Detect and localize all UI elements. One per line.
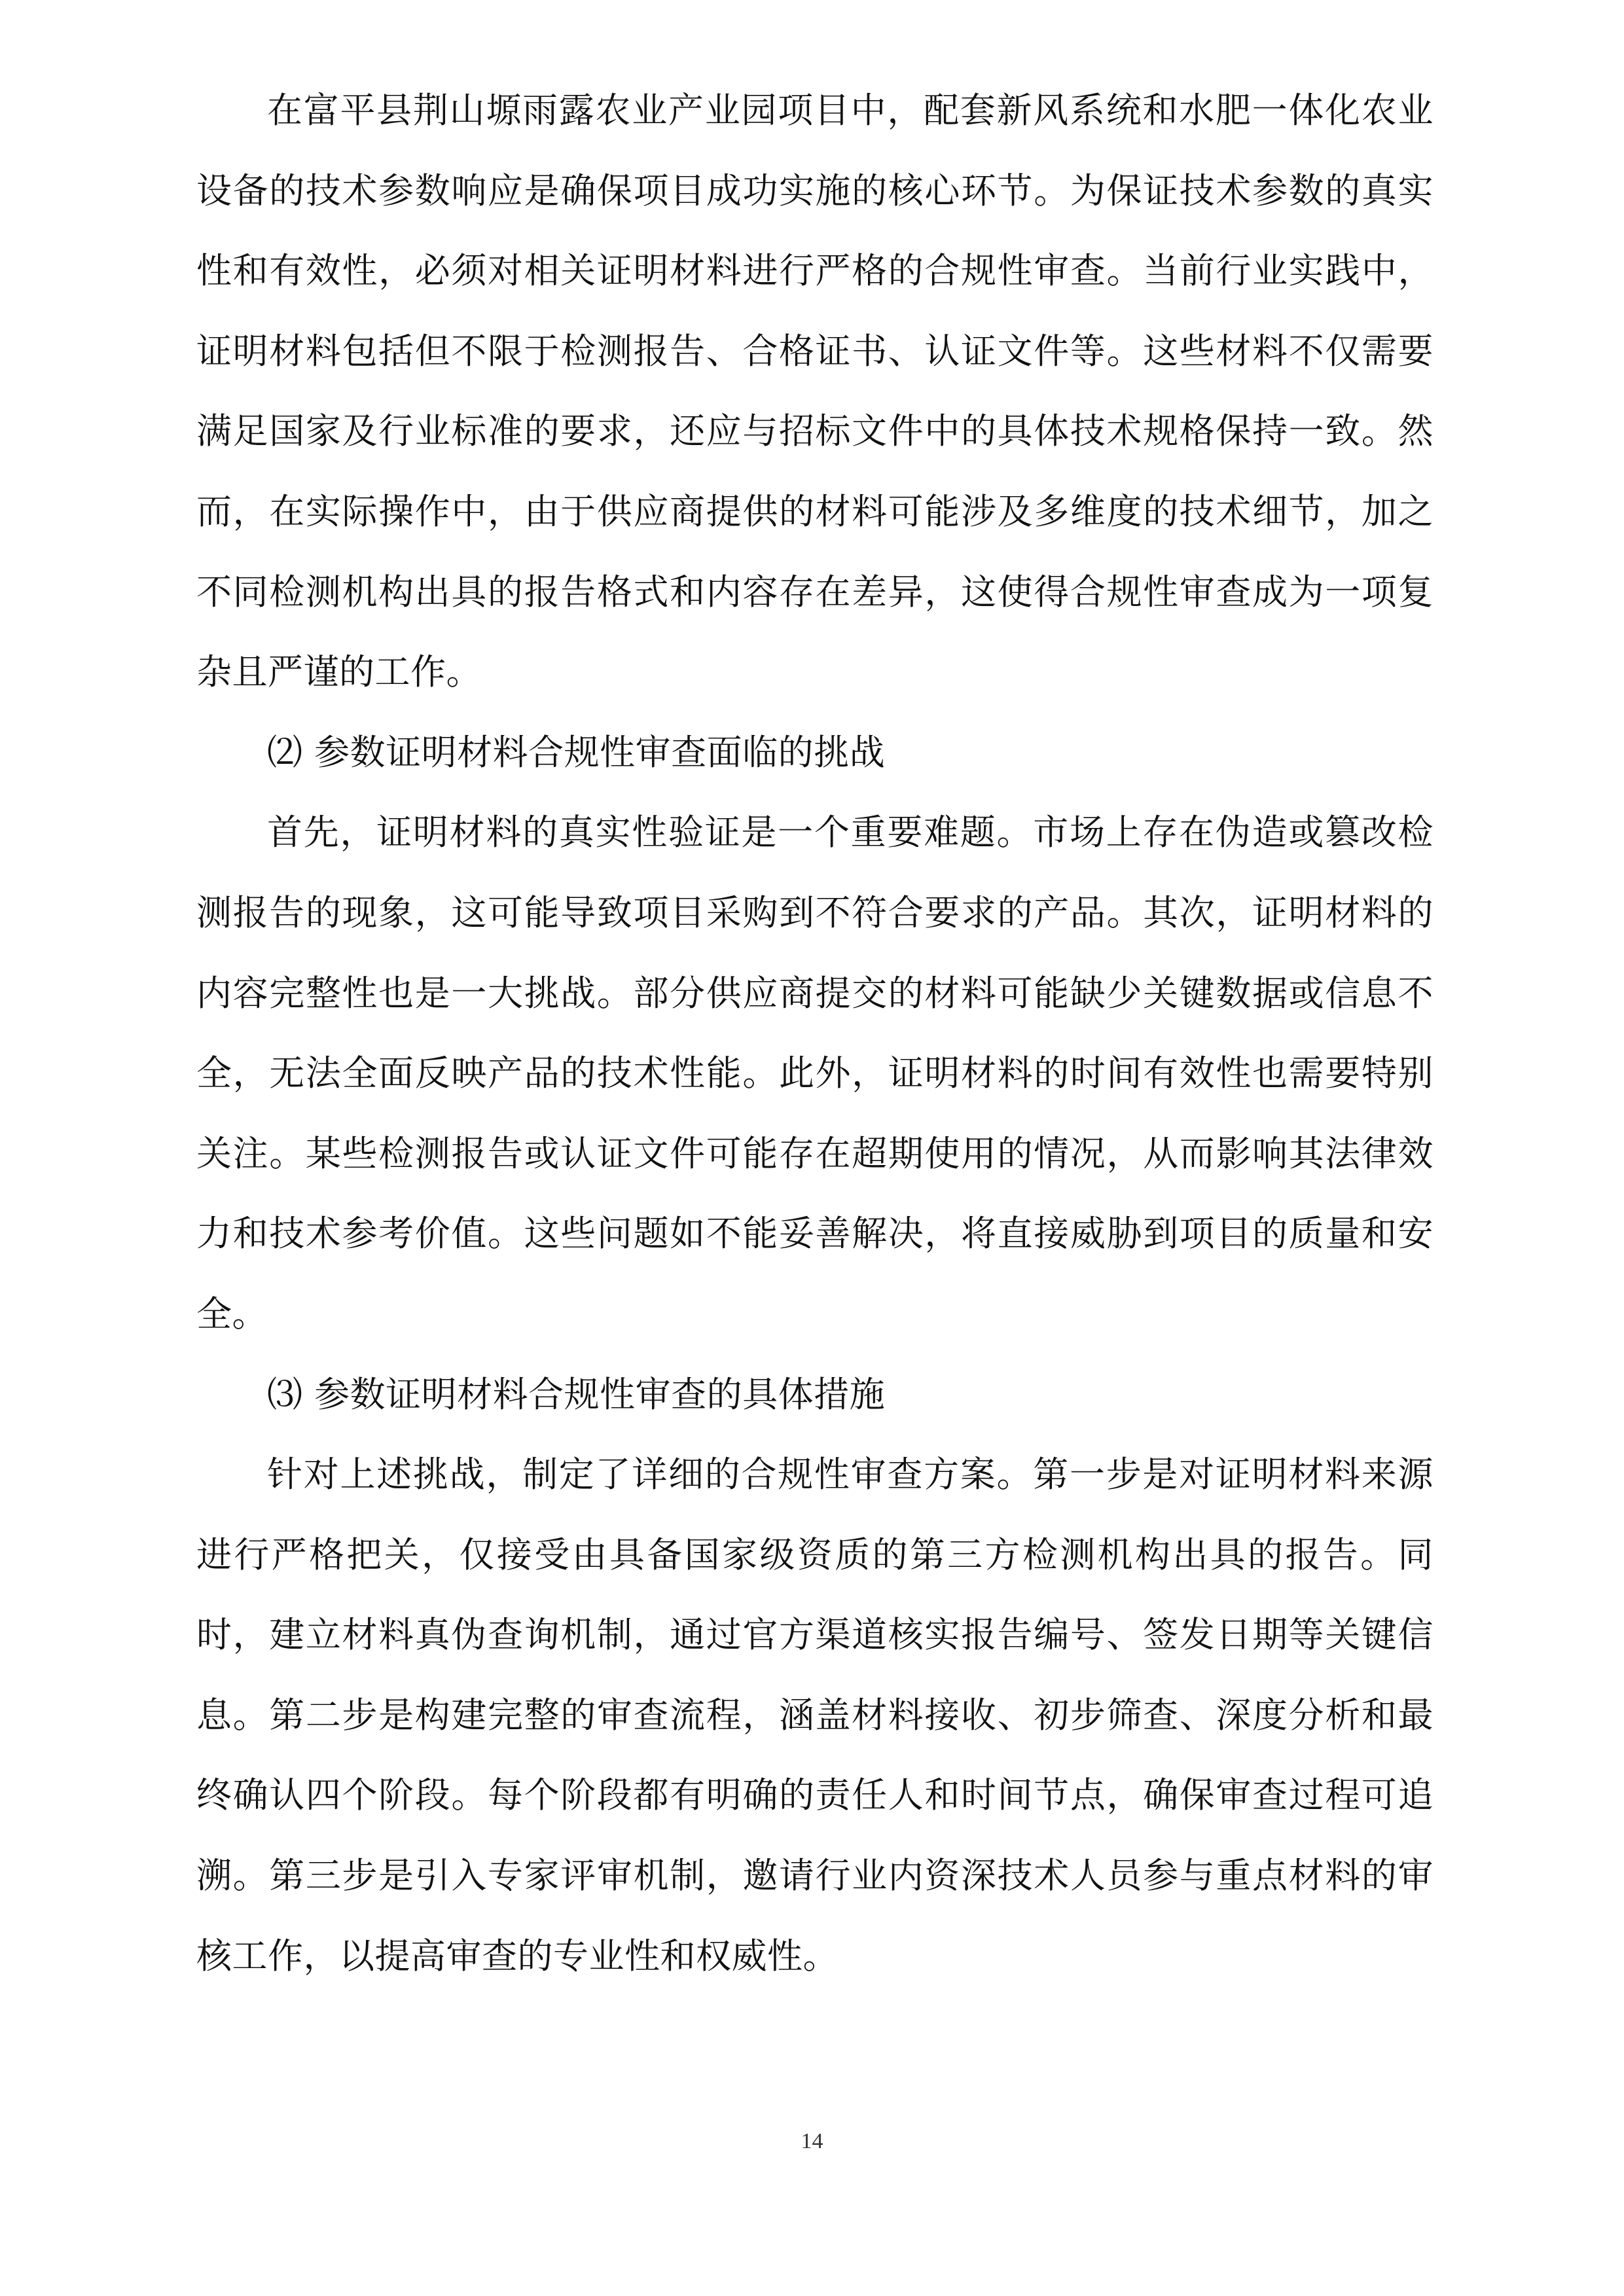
section-heading-3: ⑶ 参数证明材料合规性审查的具体措施 <box>267 1373 886 1415</box>
section-heading-2: ⑵ 参数证明材料合规性审查面临的挑战 <box>267 731 886 773</box>
body-paragraph-2: 首先，证明材料的真实性验证是一个重要难题。市场上存在伪造或篡改检测报告的现象，这可能导致项目采购到不符合要求的产品。其次，证明材料的内容完整性也是一大挑战。部分供应商提交的材料可能缺少关键数据或信息不全，无法全面反映产品的技术性能。此外，证明材料的时间有效性也需要特别关注。某些检测报告或认证文件可能存在超期使用的情况，从而影响其法律效力和技术参考价值。这些问题如不能妥善解决，将直接威胁到项目的质量和安全。 <box>196 812 1434 1335</box>
document-body <box>196 71 1434 1996</box>
body-paragraph-3: 针对上述挑战，制定了详细的合规性审查方案。第一步是对证明材料来源进行严格把关，仅接受由具备国家级资质的第三方检测机构出具的报告。同时，建立材料真伪查询机制，通过官方渠道核实报告编号、签发日期等关键信息。第二步是构建完整的审查流程，涵盖材料接收、初步筛查、深度分析和最终确认四个阶段。每个阶段都有明确的责任人和时间节点，确保审查过程可追溯。第三步是引入专家评审机制，邀请行业内资深技术人员参与重点材料的审核工作，以提高审查的专业性和权威性。 <box>196 1454 1434 1977</box>
body-paragraph-1: 在富平县荆山塬雨露农业产业园项目中，配套新风系统和水肥一体化农业设备的技术参数响应是确保项目成功实施的核心环节。为保证技术参数的真实性和有效性，必须对相关证明材料进行严格的合规性审查。当前行业实践中，证明材料包括但不限于检测报告、合格证书、认证文件等。这些材料不仅需要满足国家及行业标准的要求，还应与招标文件中的具体技术规格保持一致。然而，在实际操作中，由于供应商提供的材料可能涉及多维度的技术细节，加之不同检测机构出具的报告格式和内容存在差异，这使得合规性审查成为一项复杂且严谨的工作。 <box>196 90 1434 693</box>
page-number: 14 <box>801 2129 823 2153</box>
